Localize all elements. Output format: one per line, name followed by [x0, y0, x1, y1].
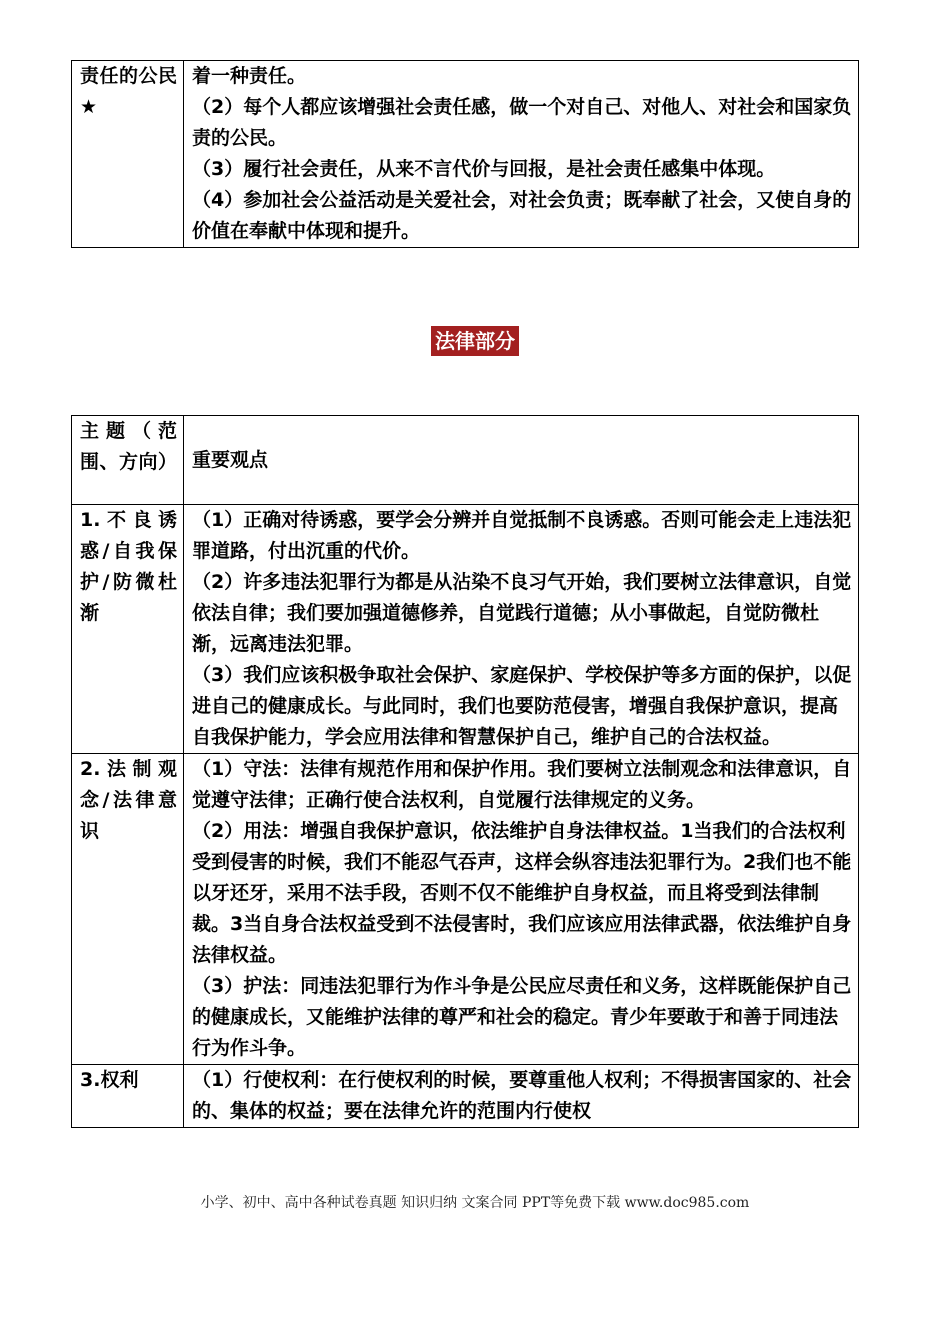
paragraph: （1）行使权利：在行使权利的时候，要尊重他人权利；不得损害国家的、社会的、集体的权益；要在法律允许的范围内行使权 — [192, 1069, 852, 1122]
continued-table — [71, 60, 859, 248]
paragraph: （4）参加社会公益活动是关爱社会，对社会负责；既奉献了社会，又使自身的价值在奉献中体现和提升。 — [192, 189, 852, 242]
paragraph: （3）履行社会责任，从来不言代价与回报，是社会责任感集中体现。 — [192, 158, 776, 180]
page-footer: 小学、初中、高中各种试卷真题 知识归纳 文案合同 PPT等免费下载 www.doc985.com — [200, 1195, 750, 1211]
table-row — [72, 1065, 859, 1128]
topic-cell: 3.权利 — [72, 1065, 184, 1128]
points-cell — [184, 61, 859, 248]
table-row — [72, 754, 859, 1065]
table-header-row — [72, 416, 859, 505]
points-cell — [184, 754, 859, 1065]
paragraph: （2）许多违法犯罪行为都是从沾染不良习气开始，我们要树立法律意识，自觉依法自律；我们要加强道德修养，自觉践行道德；从小事做起，自觉防微杜渐，远离违法犯罪。 — [192, 571, 852, 655]
header-points-cell — [184, 416, 859, 505]
paragraph: （2）用法：增强自我保护意识，依法维护自身法律权益。1当我们的合法权利受到侵害的时候，我们不能忍气吞声，这样会纵容违法犯罪行为。2我们也不能以牙还牙，采用不法手段，否则不仅不能维护自身权益，而且将受到法律制裁。3当自身合法权益受到不法侵害时，我们应该应用法律武器，依法维护自身法律权益。 — [192, 820, 852, 966]
section-heading — [0, 326, 950, 356]
paragraph: 着一种责任。 — [192, 65, 307, 87]
paragraph: （3）我们应该积极争取社会保护、家庭保护、学校保护等多方面的保护，以促进自己的健康成长。与此同时，我们也要防范侵害，增强自我保护意识，提高自我保护能力，学会应用法律和智慧保护自己，维护自己的合法权益。 — [192, 664, 852, 748]
topic-cell: 2.法制观念/法律意识 — [72, 754, 184, 1065]
paragraph: （3）护法：同违法犯罪行为作斗争是公民应尽责任和义务，这样既能保护自己的健康成长，又能维护法律的尊严和社会的稳定。青少年要敢于和善于同违法行为作斗争。 — [192, 975, 852, 1059]
topic-cell: 责任的公民★ — [72, 61, 184, 248]
topic-cell: 1.不良诱惑/自我保护/防微杜渐 — [72, 505, 184, 754]
section-heading-label: 法律部分 — [431, 326, 519, 356]
table-row — [72, 61, 859, 248]
table-row — [72, 505, 859, 754]
paragraph: （2）每个人都应该增强社会责任感，做一个对自己、对他人、对社会和国家负责的公民。 — [192, 96, 852, 149]
paragraph: （1）正确对待诱惑，要学会分辨并自觉抵制不良诱惑。否则可能会走上违法犯罪道路，付出沉重的代价。 — [192, 509, 852, 562]
header-points-label: 重要观点 — [192, 448, 269, 471]
header-topic-cell: 主题（范围、方向） — [72, 416, 184, 505]
points-cell — [184, 505, 859, 754]
paragraph: （1）守法：法律有规范作用和保护作用。我们要树立法制观念和法律意识，自觉遵守法律；正确行使合法权利，自觉履行法律规定的义务。 — [192, 758, 852, 811]
law-table — [71, 415, 859, 1128]
points-cell — [184, 1065, 859, 1128]
